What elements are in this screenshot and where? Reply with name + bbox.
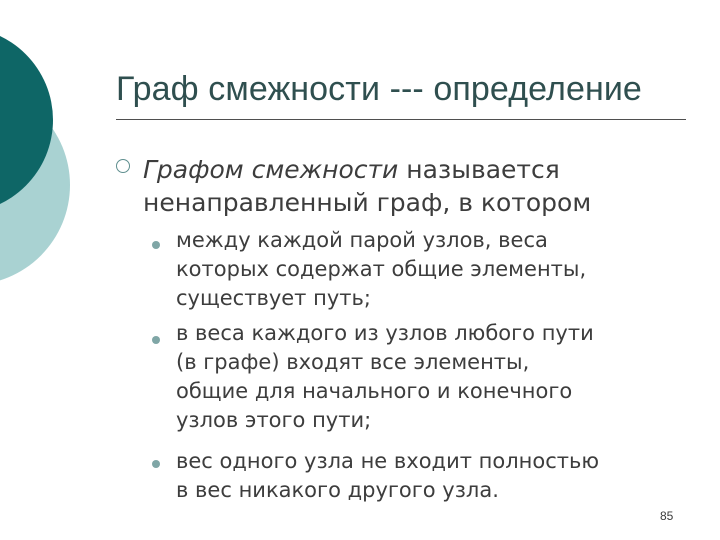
defined-term: Графом смежности <box>143 155 399 184</box>
intro-line-1-rest: называется <box>398 155 560 184</box>
condition-line: (в графе) входят все элементы, <box>176 350 530 374</box>
title-divider <box>116 119 686 120</box>
condition-item-3 <box>176 447 696 505</box>
condition-line: узлов этого пути; <box>176 408 372 432</box>
filled-dot-bullet-icon <box>152 241 160 249</box>
slide-title: Граф смежности --- определение <box>116 70 642 108</box>
hollow-circle-bullet-icon <box>116 159 130 173</box>
condition-item-2 <box>176 319 696 435</box>
condition-line: между каждой парой узлов, веса <box>176 228 548 252</box>
decorative-circles <box>0 0 120 300</box>
condition-item-1 <box>176 226 696 313</box>
condition-line: которых содержат общие элементы, <box>176 257 587 281</box>
definition-intro <box>143 153 703 219</box>
intro-line-2: ненаправленный граф, в котором <box>143 188 592 217</box>
intro-line-1 <box>143 153 703 186</box>
condition-line: общие для начального и конечного <box>176 379 573 403</box>
condition-line: в вес никакого другого узла. <box>176 478 499 502</box>
page-number: 85 <box>660 509 674 523</box>
condition-line: вес одного узла не входит полностью <box>176 449 600 473</box>
condition-line: в веса каждого из узлов любого пути <box>176 321 594 345</box>
condition-line: существует путь; <box>176 286 371 310</box>
filled-dot-bullet-icon <box>152 336 160 344</box>
filled-dot-bullet-icon <box>152 460 160 468</box>
